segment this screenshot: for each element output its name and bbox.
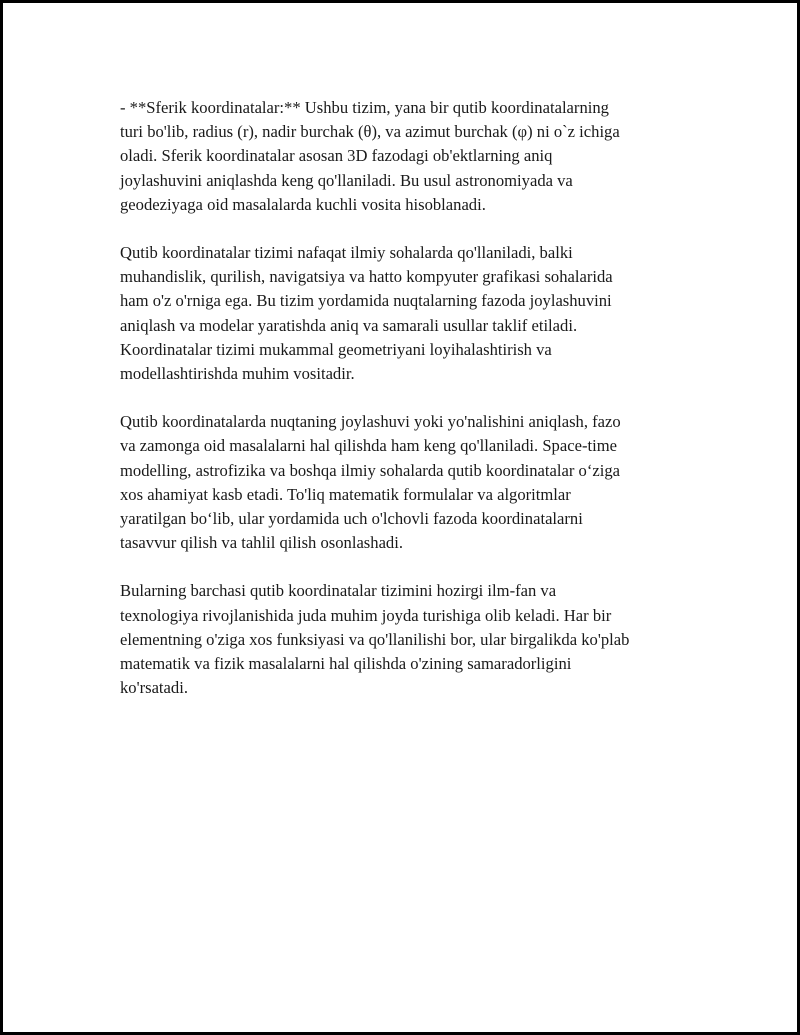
text-line: modellashtirishda muhim vositadir. (120, 364, 355, 384)
text-line: ham o'z o'rniga ega. Bu tizim yordamida nuqtalarning fazoda joylashuvini (120, 291, 612, 311)
text-line: oladi. Sferik koordinatalar asosan 3D fazodagi ob'ektlarning aniq (120, 146, 553, 166)
text-line: Qutib koordinatalarda nuqtaning joylashuvi yoki yo'nalishini aniqlash, fazo (120, 412, 621, 432)
text-line: texnologiya rivojlanishida juda muhim joyda turishiga olib keladi. Har bir (120, 605, 612, 625)
text-line: turi bo'lib, radius (r), nadir burchak (θ), va azimut burchak (φ) ni o`z ichiga (120, 122, 620, 142)
text-line: muhandislik, qurilish, navigatsiya va hatto kompyuter grafikasi sohalarida (120, 267, 613, 287)
text-line: Qutib koordinatalar tizimi nafaqat ilmiy sohalarda qo'llaniladi, balki (120, 243, 573, 263)
paragraph-conclusion (120, 579, 690, 700)
text-line: Koordinatalar tizimi mukammal geometriyani loyihalashtirish va (120, 339, 552, 359)
paragraph-spherical-coordinates (120, 96, 690, 217)
text-line: joylashuvini aniqlashda keng qo'llaniladi. Bu usul astronomiyada va (120, 170, 573, 190)
text-line: yaratilgan bo‘lib, ular yordamida uch o'lchovli fazoda koordinatalarni (120, 509, 583, 529)
paragraph-applications (120, 241, 690, 386)
text-line: Bularning barchasi qutib koordinatalar tizimini hozirgi ilm-fan va (120, 581, 557, 601)
text-line: elementning o'ziga xos funksiyasi va qo'llanilishi bor, ular birgalikda ko'plab (120, 629, 630, 649)
paragraph-space-time (120, 410, 690, 555)
text-line: - **Sferik koordinatalar:** Ushbu tizim, yana bir qutib koordinatalarning (120, 98, 609, 117)
text-line: matematik va fizik masalalarni hal qilishda o'zining samaradorligini (120, 654, 572, 674)
text-line: modelling, astrofizika va boshqa ilmiy sohalarda qutib koordinatalar o‘ziga (120, 460, 620, 480)
text-line: tasavvur qilish va tahlil qilish osonlashadi. (120, 533, 403, 553)
text-line: va zamonga oid masalalarni hal qilishda ham keng qo'llaniladi. Space-time (120, 436, 617, 456)
text-line: xos ahamiyat kasb etadi. To'liq matematik formulalar va algoritmlar (120, 484, 571, 504)
text-line: aniqlash va modelar yaratishda aniq va samarali usullar taklif etiladi. (120, 315, 578, 335)
text-line: ko'rsatadi. (120, 678, 188, 698)
text-line: geodeziyaga oid masalalarda kuchli vosita hisoblanadi. (120, 194, 486, 214)
document-body (120, 96, 690, 724)
